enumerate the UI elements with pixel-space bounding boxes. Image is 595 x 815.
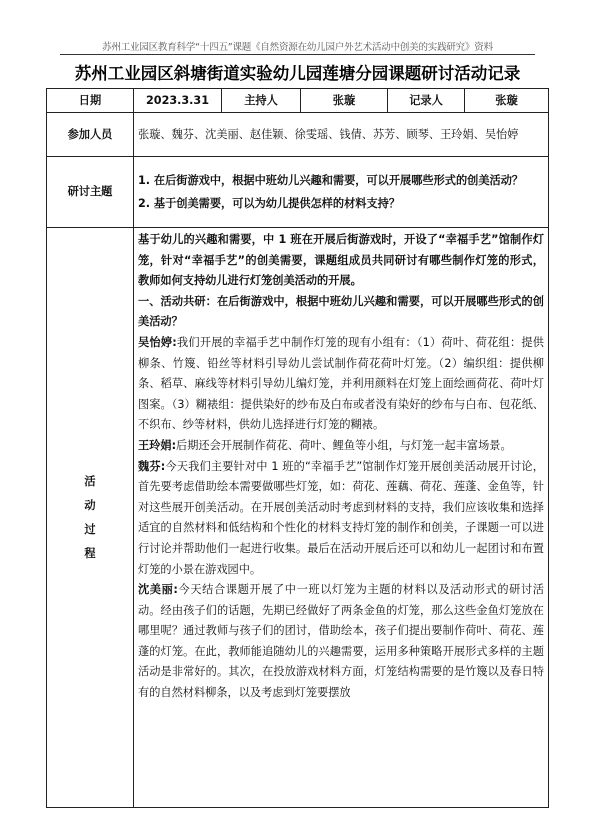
speech-paragraph [138, 580, 544, 704]
topic-label: 研讨主题 [47, 157, 134, 228]
participants-row [47, 113, 549, 157]
speech-text: 今天我们主要针对中 1 班的“幸福手艺”馆制作灯笼开展创美活动展开讨论，首先要考虑借助绘本需要做哪些灯笼，如：荷花、莲藕、荷花、莲蓬、金鱼等，针对这些展开创美活动。在开展创美活动时考虑到材料的支持，我们应该收集和选择适宜的自然材料和低结构和个性化的材料支持灯笼的制作和创美，子课题一可以进行讨论并帮助他们一起进行收集。最后在活动开展后还可以和幼儿一起团讨和布置灯笼的小景在游戏园中。 [138, 459, 544, 576]
record-table [46, 88, 549, 808]
topic-item-1: 1. 在后街游戏中，根据中班幼儿兴趣和需要，可以开展哪些形式的创美活动？ [138, 174, 524, 187]
host-value: 张璇 [301, 89, 388, 113]
speech-paragraph [138, 333, 544, 436]
topic-value [134, 157, 549, 228]
speech-text: 后期还会开展制作荷花、荷叶、鲤鱼等小组，与灯笼一起丰富场景。 [176, 438, 512, 452]
participants-value: 张璇、魏芬、沈美丽、赵佳颖、徐雯瑶、钱倩、苏芳、顾琴、王玲娟、吴怡婷 [134, 113, 549, 157]
process-intro: 基于幼儿的兴趣和需要，中 1 班在开展后街游戏时，开设了“幸福手艺”馆制作灯笼，针对“幸福手艺”的创美需要，课题组成员共同研讨有哪些制作灯笼的形式，教师如何支持幼儿进行灯笼创美活动的开展。 [138, 233, 544, 288]
process-section-1: 一、活动共研：在后街游戏中，根据中班幼儿兴趣和需要，可以开展哪些形式的创美活动？ [138, 294, 544, 329]
speaker-name: 吴怡婷: [138, 335, 177, 349]
speech-paragraph [138, 436, 544, 457]
process-content [134, 228, 549, 808]
process-row [47, 228, 549, 808]
process-label-char: 动 [84, 498, 96, 512]
topic-item-2: 2. 基于创美需要，可以为幼儿提供怎样的材料支持？ [138, 197, 401, 210]
meta-row [47, 89, 549, 113]
speaker-name: 王玲娟: [138, 438, 177, 452]
process-label-char: 活 [84, 474, 96, 488]
speech-paragraph [138, 457, 544, 581]
date-value: 2023.3.31 [134, 89, 222, 113]
process-label-char: 过 [84, 522, 96, 536]
speaker-name: 魏芬: [138, 459, 166, 473]
speaker-name: 沈美丽: [138, 583, 178, 597]
header-note: 苏州工业园区教育科学“十四五”课题《自然资源在幼儿园户外艺术活动中创美的实践研究》资料 [102, 42, 493, 53]
process-label [47, 228, 134, 808]
header-rule [60, 54, 535, 55]
recorder-label: 记录人 [388, 89, 465, 113]
speech-text: 今天结合课题开展了中一班以灯笼为主题的材料以及活动形式的研讨活动。经由孩子们的话题，先期已经做好了两条金鱼的灯笼，那么这些金鱼灯笼放在哪里呢？通过教师与孩子们的团讨，借助绘本，孩子们提出要制作荷叶、荷花、莲蓬的灯笼。在此，教师能追随幼儿的兴趣需要，运用多种策略开展形式多样的主题活动是非常好的。其次，在投放游戏材料方面，灯笼结构需要的是竹篾以及春日特有的自然材料柳条，以及考虑到灯笼要摆放 [138, 583, 544, 700]
date-label: 日期 [47, 89, 134, 113]
host-label: 主持人 [222, 89, 301, 113]
document-title: 苏州工业园区斜塘街道实验幼儿园莲塘分园课题研讨活动记录 [74, 64, 521, 83]
participants-label: 参加人员 [47, 113, 134, 157]
recorder-value: 张璇 [465, 89, 549, 113]
process-label-char: 程 [84, 546, 96, 560]
topic-row [47, 157, 549, 228]
speech-text: 我们开展的幸福手艺中制作灯笼的现有小组有：（1）荷叶、荷花组：提供柳条、竹篾、铅丝等材料引导幼儿尝试制作荷花荷叶灯笼。（2）编织组：提供柳条、稻草、麻线等材料引导幼儿编灯笼，并利用颜料在灯笼上面绘画荷花、荷叶灯图案。（3）糊裱组：提供染好的纱布及白布或者没有染好的纱布与白布、包花纸、不织布、纱等材料，供幼儿选择进行灯笼的糊裱。 [138, 335, 544, 432]
